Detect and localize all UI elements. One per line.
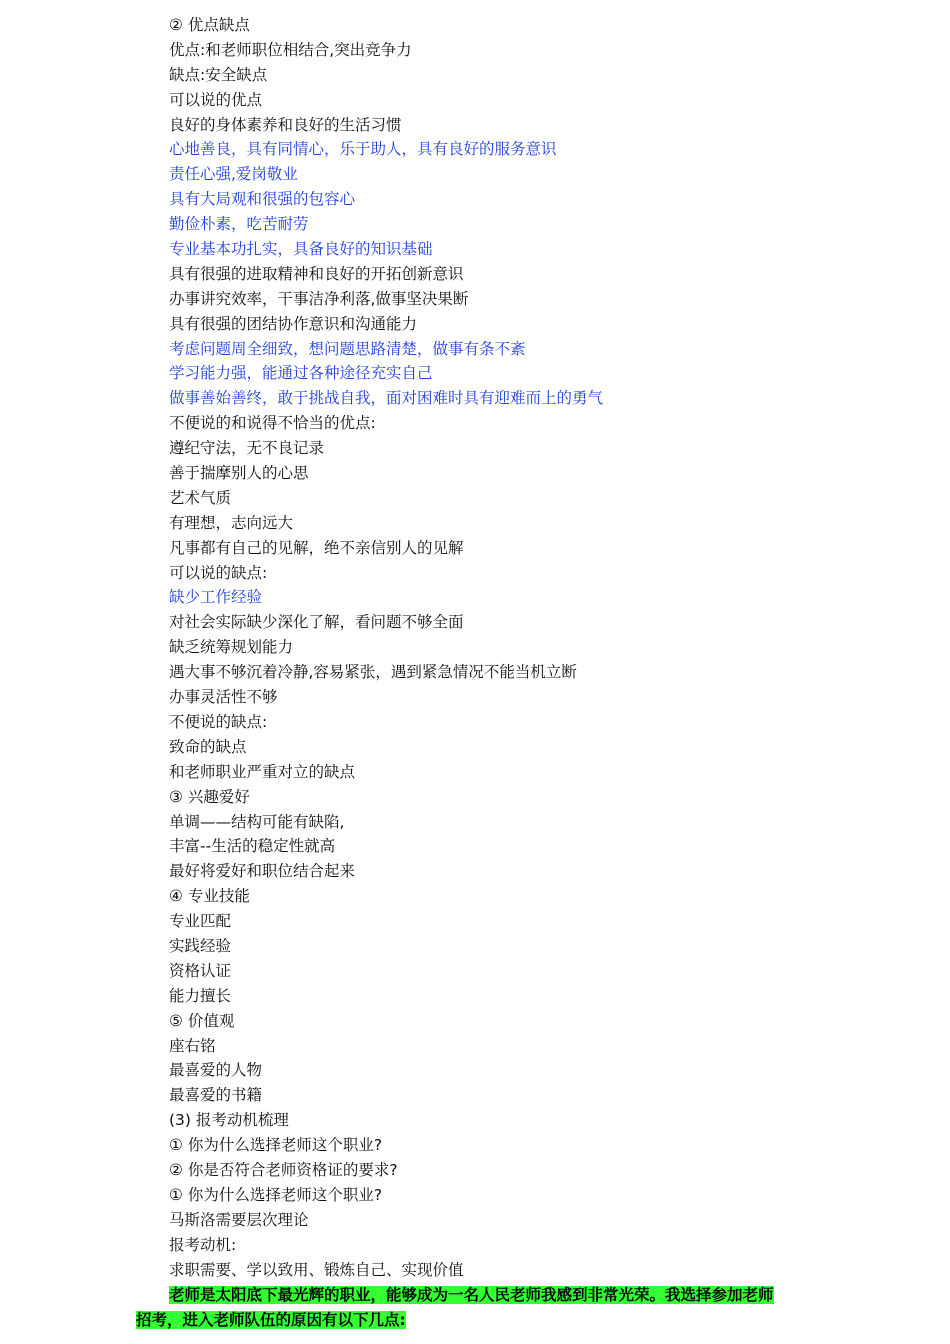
text-line: 最喜爱的人物 bbox=[169, 1061, 263, 1080]
text-line: 资格认证 bbox=[169, 961, 232, 980]
text-line: 不便说的和说得不恰当的优点: bbox=[169, 414, 376, 433]
text-line: ② 优点缺点 bbox=[169, 16, 250, 34]
text-line: 不便说的缺点: bbox=[169, 712, 268, 731]
text-line: 可以说的缺点: bbox=[169, 563, 268, 582]
text-line: ① 你为什么选择老师这个职业? bbox=[169, 1136, 383, 1155]
highlighted-line-1: 老师是太阳底下最光辉的职业，能够成为一名人民老师我感到非常光荣。我选择参加老师 bbox=[169, 1286, 774, 1304]
text-line: 对社会实际缺少深化了解，看问题不够全面 bbox=[169, 613, 464, 632]
text-line: 遇大事不够沉着冷静,容易紧张，遇到紧急情况不能当机立断 bbox=[169, 663, 577, 682]
text-line: 做事善始善终，敢于挑战自我，面对困难时具有迎难而上的勇气 bbox=[169, 389, 604, 408]
text-line: 马斯洛需要层次理论 bbox=[169, 1210, 309, 1229]
text-line: ⑤ 价值观 bbox=[169, 1011, 235, 1030]
text-line: 具有大局观和很强的包容心 bbox=[169, 190, 356, 209]
text-line: 座右铭 bbox=[169, 1036, 216, 1055]
text-line: 和老师职业严重对立的缺点 bbox=[169, 762, 356, 781]
text-line: ② 你是否符合老师资格证的要求? bbox=[169, 1160, 398, 1179]
text-line: 有理想，志向远大 bbox=[169, 513, 294, 532]
text-line: 报考动机: bbox=[169, 1235, 237, 1254]
text-line: 遵纪守法，无不良记录 bbox=[169, 439, 325, 458]
text-line: 优点:和老师职位相结合,突出竞争力 bbox=[169, 40, 412, 59]
text-line: 最喜爱的书籍 bbox=[169, 1086, 263, 1105]
text-line: 缺点:安全缺点 bbox=[169, 65, 268, 84]
text-line: ③ 兴趣爱好 bbox=[169, 787, 250, 806]
text-line: ④ 专业技能 bbox=[169, 887, 250, 906]
text-line: 单调——结构可能有缺陷, bbox=[169, 812, 345, 831]
text-line: 办事灵活性不够 bbox=[169, 688, 278, 707]
text-line: 心地善良，具有同情心，乐于助人，具有良好的服务意识 bbox=[169, 140, 557, 159]
text-line: 专业匹配 bbox=[169, 912, 232, 931]
text-line: 良好的身体素养和良好的生活习惯 bbox=[169, 115, 402, 134]
text-line: 勤俭朴素，吃苦耐劳 bbox=[169, 215, 309, 234]
text-line: 致命的缺点 bbox=[169, 737, 247, 756]
text-line: 缺乏统筹规划能力 bbox=[169, 638, 294, 657]
text-line: 艺术气质 bbox=[169, 488, 232, 507]
text-line: 能力擅长 bbox=[169, 986, 232, 1005]
text-line: 缺少工作经验 bbox=[169, 588, 263, 607]
highlighted-line-2: 招考，进入老师队伍的原因有以下几点: bbox=[136, 1311, 406, 1329]
text-line: 考虑问题周全细致，想问题思路清楚，做事有条不紊 bbox=[169, 339, 526, 358]
text-line: 责任心强,爱岗敬业 bbox=[169, 165, 298, 184]
text-line: 专业基本功扎实，具备良好的知识基础 bbox=[169, 240, 433, 259]
text-line: ① 你为什么选择老师这个职业? bbox=[169, 1185, 383, 1204]
text-line: 可以说的优点 bbox=[169, 90, 263, 109]
text-line: 求职需要、学以致用、锻炼自己、实现价值 bbox=[169, 1260, 464, 1279]
text-line: 学习能力强，能通过各种途径充实自己 bbox=[169, 364, 433, 383]
highlighted-paragraph bbox=[136, 1283, 836, 1333]
notes-lines bbox=[169, 13, 929, 1282]
text-line: 实践经验 bbox=[169, 936, 232, 955]
text-line: 丰富--生活的稳定性就高 bbox=[169, 837, 336, 856]
text-line: 具有很强的团结协作意识和沟通能力 bbox=[169, 314, 418, 333]
text-line: 最好将爱好和职位结合起来 bbox=[169, 862, 356, 881]
text-line: 凡事都有自己的见解，绝不亲信别人的见解 bbox=[169, 538, 464, 557]
text-line: 办事讲究效率，干事洁净利落,做事坚决果断 bbox=[169, 289, 469, 308]
text-line: 善于揣摩别人的心思 bbox=[169, 464, 309, 483]
text-line: 具有很强的进取精神和良好的开拓创新意识 bbox=[169, 264, 464, 283]
text-line: (3) 报考动机梳理 bbox=[169, 1111, 289, 1130]
